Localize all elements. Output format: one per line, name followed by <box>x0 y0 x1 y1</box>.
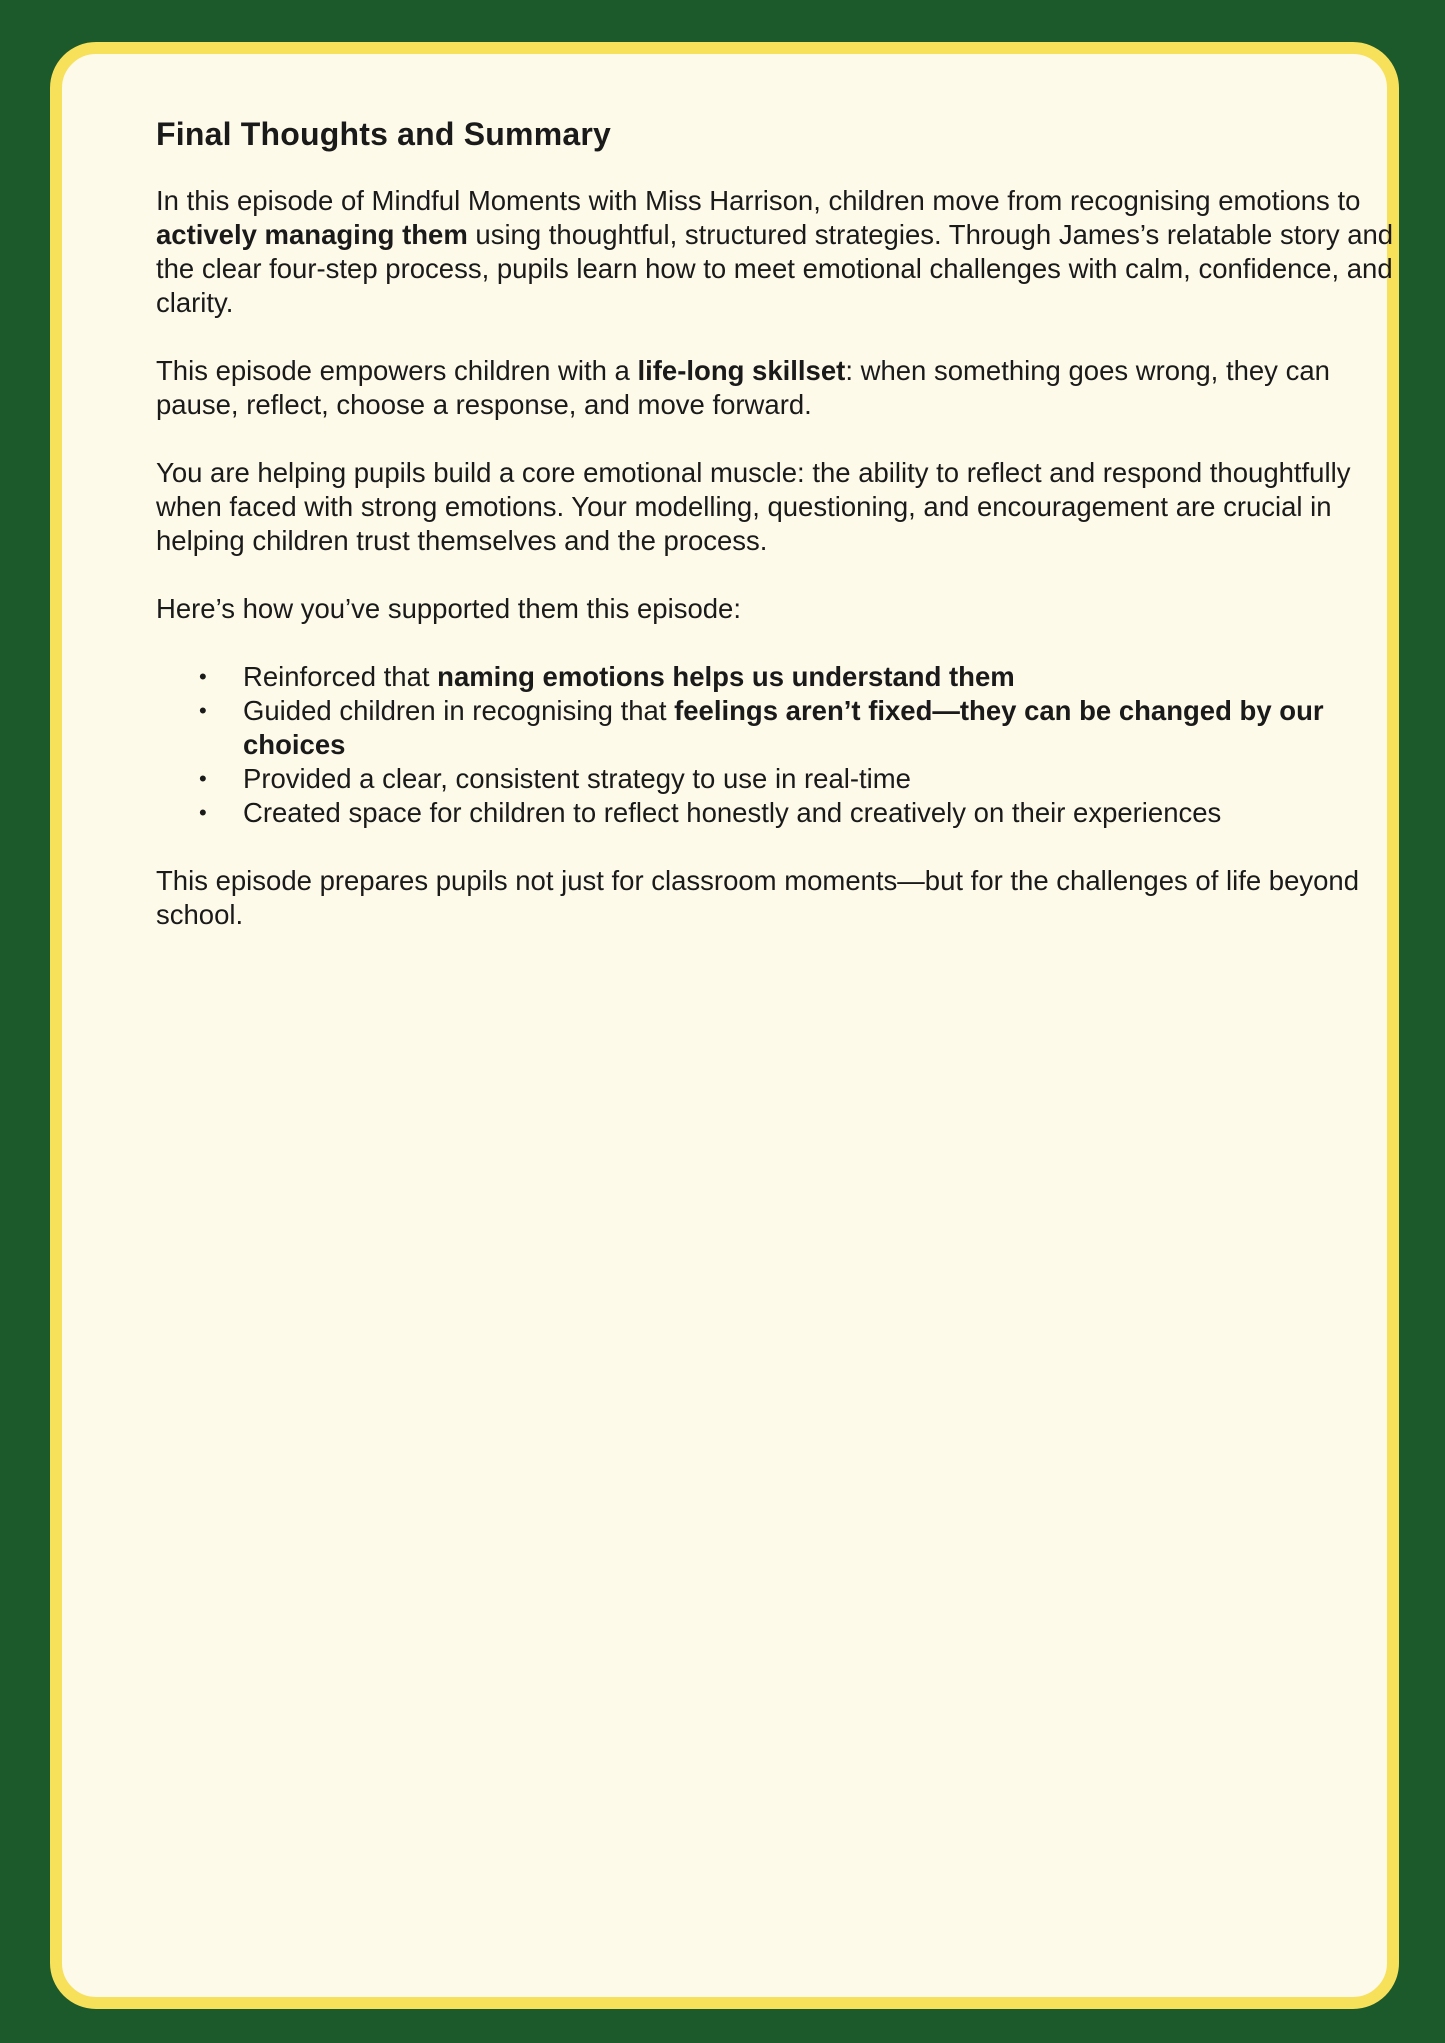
intro-text-a: In this episode of Mindful Moments with Miss Harrison, children move from recognising emotions to <box>156 185 1361 216</box>
intro-bold: actively managing them <box>156 219 468 250</box>
support-intro-paragraph: Here’s how you’ve supported them this episode: <box>156 593 741 624</box>
bullet-icon: • <box>199 698 207 723</box>
bullet-icon: • <box>199 664 207 689</box>
list-item <box>199 660 1406 694</box>
list-item-bold: naming emotions helps us understand them <box>437 661 1015 692</box>
card-content <box>156 114 1406 966</box>
list-item-bold: feelings aren’t fixed—they can be changed by our choices <box>243 695 1324 760</box>
closing-paragraph: This episode prepares pupils not just for classroom moments—but for the challenges of life beyond school. <box>156 865 1359 930</box>
list-item-text-a: Provided a clear, consistent strategy to use in real-time <box>243 763 911 794</box>
list-item <box>199 762 1406 796</box>
list-item <box>199 796 1406 830</box>
skillset-paragraph <box>156 354 1406 422</box>
list-item-text-a: Created space for children to reflect honestly and creatively on their experiences <box>243 797 1222 828</box>
page-title: Final Thoughts and Summary <box>156 116 612 152</box>
intro-paragraph <box>156 184 1406 320</box>
bullet-icon: • <box>199 800 207 825</box>
skillset-text-a: This episode empowers children with a <box>156 355 638 386</box>
summary-card <box>50 42 1399 2009</box>
list-item-text-a: Guided children in recognising that <box>243 695 675 726</box>
support-list <box>156 660 1406 830</box>
list-item-text-a: Reinforced that <box>243 661 438 692</box>
list-item <box>199 694 1406 762</box>
skillset-text-c: : when something goes wrong, they can pause, reflect, choose a response, and move forward. <box>156 355 1330 420</box>
bullet-icon: • <box>199 766 207 791</box>
emotional-muscle-paragraph: You are helping pupils build a core emotional muscle: the ability to reflect and respond thoughtfully when faced with strong emotions. Your modelling, questioning, and encouragement are crucial in helping children trust themselves and the process. <box>156 457 1351 556</box>
intro-text-c: using thoughtful, structured strategies. Through James’s relatable story and the clear four-step process, pupils learn how to meet emotional challenges with calm, confidence, and clarity. <box>156 219 1394 318</box>
skillset-bold: life-long skillset <box>637 355 846 386</box>
